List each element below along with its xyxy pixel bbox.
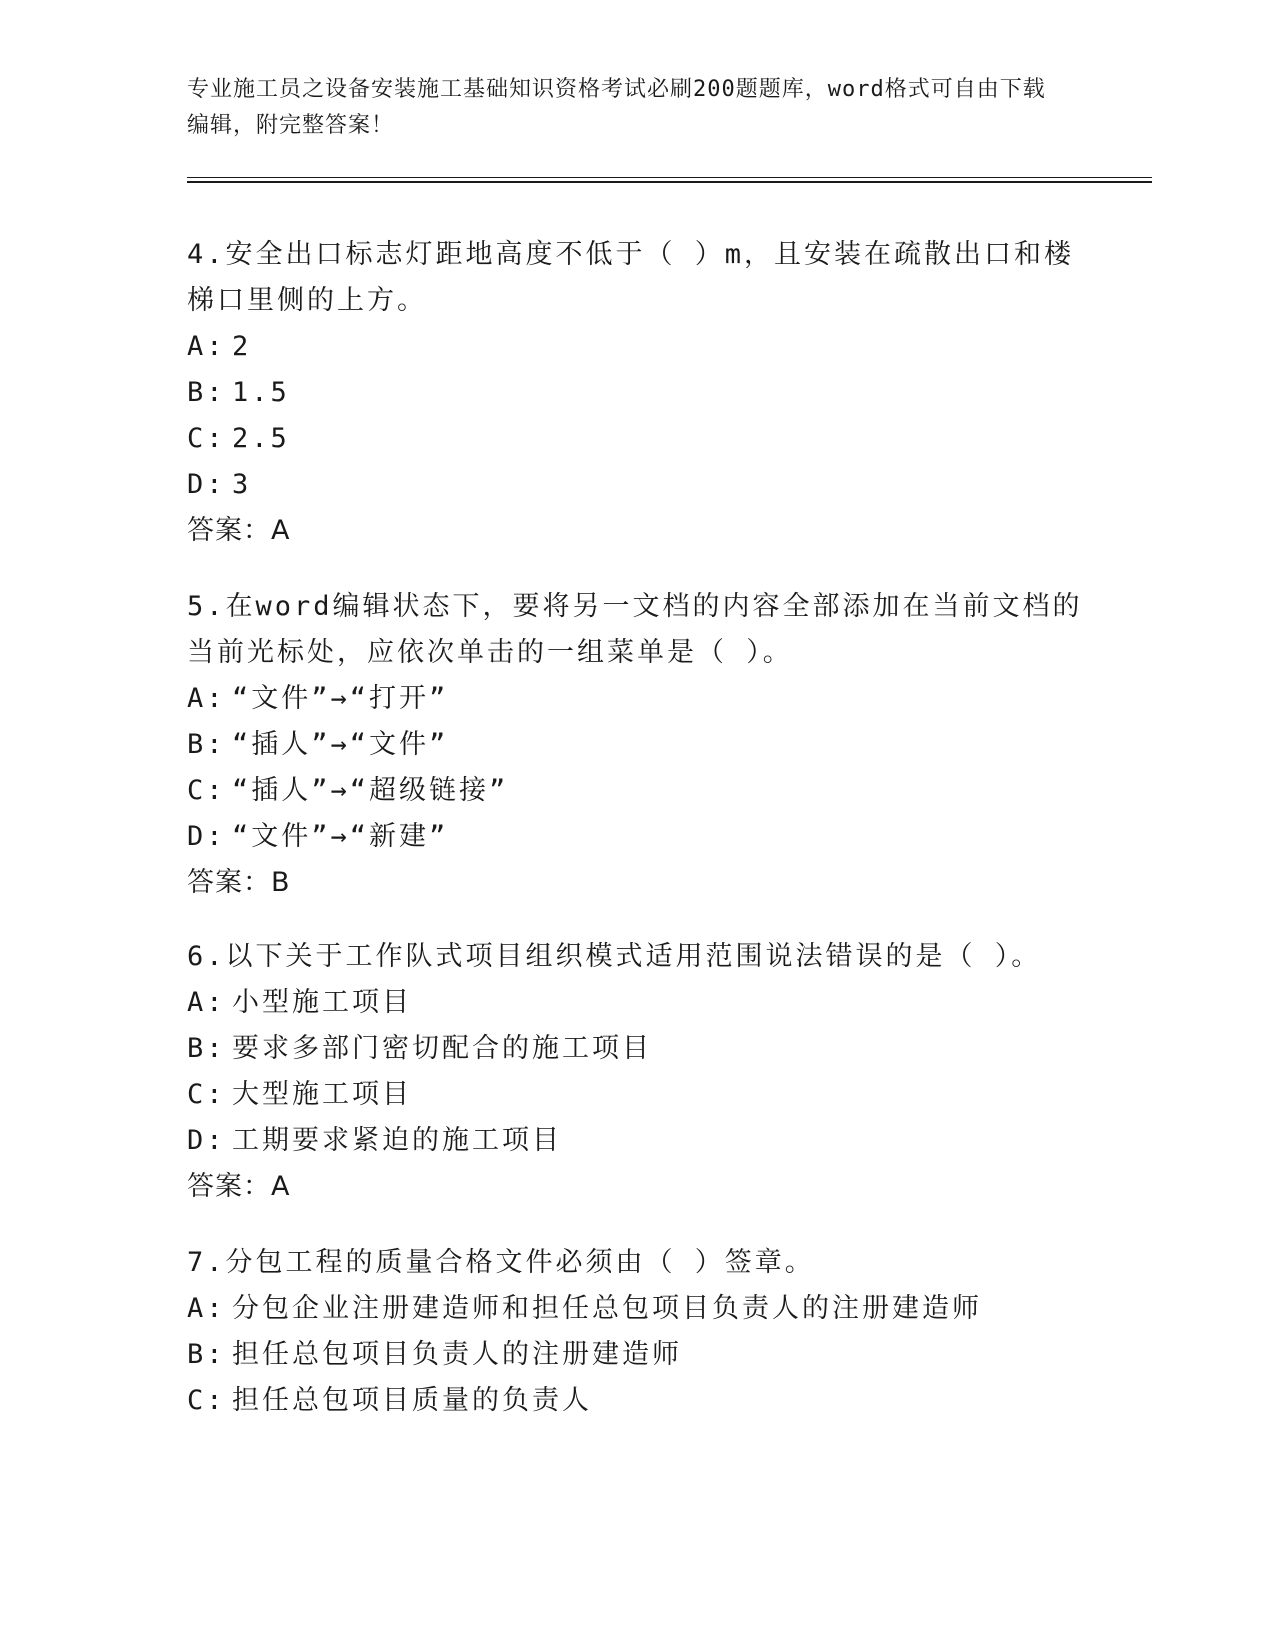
option-key: D:: [187, 821, 226, 852]
option-text: 担任总包项目负责人的注册建造师: [232, 1339, 682, 1370]
option-text: 2.5: [232, 423, 290, 454]
question-4: [187, 232, 1087, 554]
answer-label: 答案：B: [187, 867, 291, 898]
option-text: 工期要求紧迫的施工项目: [232, 1125, 562, 1156]
document-header: 专业施工员之设备安装施工基础知识资格考试必刷200题题库，word格式可自由下载编辑，附完整答案！: [187, 77, 1046, 138]
question-6: [187, 934, 1087, 1210]
answer-label: 答案：A: [187, 1171, 291, 1202]
option-key: D:: [187, 469, 226, 500]
option-b: [187, 370, 1087, 416]
option-key: C:: [187, 1079, 226, 1110]
option-key: C:: [187, 423, 226, 454]
option-text: 大型施工项目: [232, 1079, 412, 1110]
header-divider-thick: [187, 181, 1152, 183]
option-b: [187, 722, 1087, 768]
option-text: 要求多部门密切配合的施工项目: [232, 1033, 652, 1064]
option-text: “文件”→“新建”: [232, 821, 449, 852]
option-key: B:: [187, 1339, 226, 1370]
option-a: [187, 676, 1087, 722]
option-text: 小型施工项目: [232, 987, 412, 1018]
question-stem: 7.分包工程的质量合格文件必须由（ ）签章。: [187, 1247, 815, 1278]
option-key: B:: [187, 377, 226, 408]
option-text: “文件”→“打开”: [232, 683, 449, 714]
option-b: [187, 1026, 1087, 1072]
option-key: A:: [187, 987, 226, 1018]
question-stem: 6.以下关于工作队式项目组织模式适用范围说法错误的是（ ）。: [187, 941, 1042, 972]
option-text: 1.5: [232, 377, 290, 408]
option-d: [187, 1118, 1087, 1164]
option-text: 3: [232, 469, 252, 500]
option-key: A:: [187, 683, 226, 714]
question-stem: 4.安全出口标志灯距地高度不低于（ ）m，且安装在疏散出口和楼梯口里侧的上方。: [187, 239, 1075, 316]
option-text: “插人”→“超级链接”: [232, 775, 509, 806]
option-a: [187, 980, 1087, 1026]
option-text: 担任总包项目质量的负责人: [232, 1385, 592, 1416]
option-d: [187, 814, 1087, 860]
option-c: [187, 416, 1087, 462]
header-divider-thin: [187, 177, 1152, 178]
option-d: [187, 462, 1087, 508]
option-a: [187, 324, 1087, 370]
question-stem: 5.在word编辑状态下，要将另一文档的内容全部添加在当前文档的当前光标处，应依次单击的一组菜单是（ ）。: [187, 591, 1083, 668]
option-key: D:: [187, 1125, 226, 1156]
question-5: [187, 584, 1087, 906]
option-key: A:: [187, 331, 226, 362]
option-a: [187, 1286, 1087, 1332]
option-b: [187, 1332, 1087, 1378]
answer-label: 答案：A: [187, 515, 291, 546]
option-c: [187, 1378, 1087, 1424]
option-key: C:: [187, 775, 226, 806]
question-7: [187, 1240, 1087, 1424]
option-key: B:: [187, 729, 226, 760]
option-key: A:: [187, 1293, 226, 1324]
option-text: “插人”→“文件”: [232, 729, 449, 760]
option-c: [187, 768, 1087, 814]
option-key: C:: [187, 1385, 226, 1416]
option-c: [187, 1072, 1087, 1118]
option-key: B:: [187, 1033, 226, 1064]
option-text: 分包企业注册建造师和担任总包项目负责人的注册建造师: [232, 1293, 982, 1324]
option-text: 2: [232, 331, 252, 362]
